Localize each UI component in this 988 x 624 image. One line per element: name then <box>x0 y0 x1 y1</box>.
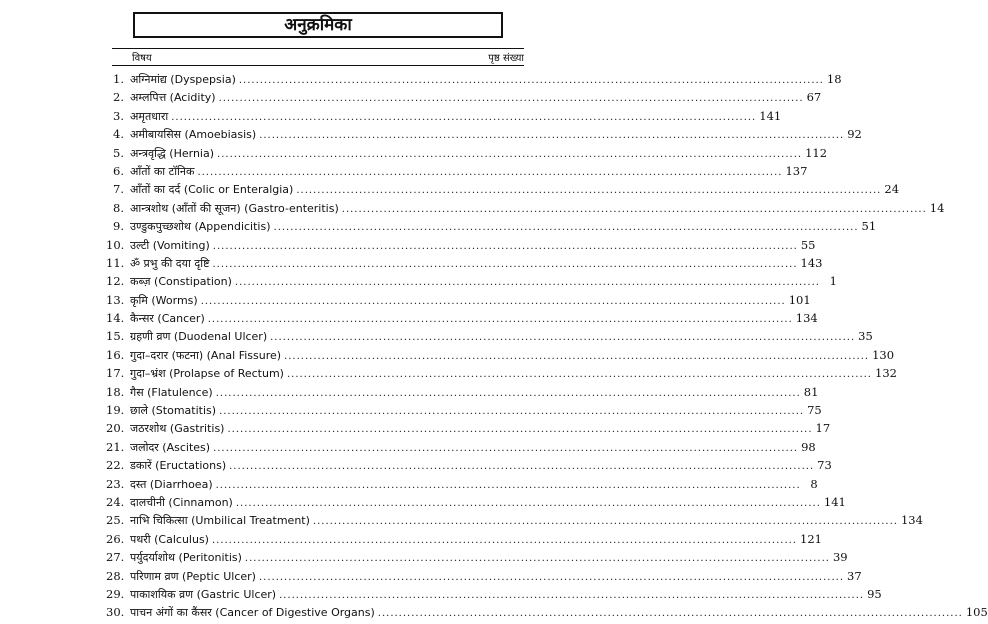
index-entry <box>106 530 822 548</box>
entry-page-number: 24 <box>884 182 900 197</box>
entry-title: ग्रहणी व्रण (Duodenal Ulcer) <box>130 330 268 344</box>
entry-title: दस्त (Diarrhoea) <box>130 477 213 491</box>
dot-leader <box>213 238 798 256</box>
dot-leader <box>239 72 824 90</box>
index-page <box>0 12 988 620</box>
entry-number: 8. <box>113 200 124 215</box>
index-entry <box>112 70 842 88</box>
entry-number: 11. <box>106 255 125 270</box>
entry-page-number: 18 <box>826 72 842 86</box>
index-entry <box>106 475 818 493</box>
entry-page-number: 101 <box>788 292 811 307</box>
entry-number: 19. <box>106 403 125 418</box>
index-entry <box>106 327 873 345</box>
entry-number: 27. <box>106 550 125 565</box>
entry-page-number: 75 <box>807 403 822 418</box>
index-entry <box>106 236 816 254</box>
entry-number: 1. <box>113 72 124 86</box>
dot-leader <box>236 495 821 513</box>
entry-number: 4. <box>113 127 124 142</box>
index-entry <box>106 456 832 474</box>
dot-leader <box>259 569 844 587</box>
dot-leader <box>212 532 797 550</box>
index-entry <box>106 438 816 456</box>
entry-number: 9. <box>113 219 124 234</box>
dot-leader <box>245 550 830 568</box>
entry-page-number: 121 <box>800 531 822 546</box>
entry-title: परिणाम व्रण (Peptic Ulcer) <box>130 569 256 583</box>
entry-number: 5. <box>113 145 124 160</box>
entry-number: 10. <box>106 237 125 252</box>
dot-leader <box>274 219 859 237</box>
entry-title: पथरी (Calculus) <box>130 532 209 546</box>
entry-number: 13. <box>106 292 125 307</box>
entry-page-number: 141 <box>759 108 782 123</box>
index-entry <box>106 291 811 309</box>
dot-leader <box>216 477 801 495</box>
entry-title: कब्ज़ (Constipation) <box>130 275 232 289</box>
entry-title: अमीबायसिस (Amoebiasis) <box>130 128 257 142</box>
dot-leader <box>287 366 872 384</box>
dot-leader <box>296 182 881 200</box>
dot-leader <box>235 274 820 292</box>
entry-title: नाभि चिकित्सा (Umbilical Treatment) <box>130 514 310 528</box>
entry-title: उण्डुकपुच्छशोथ (Appendicitis) <box>130 220 271 234</box>
entry-title: गुदा–दरार (फटना) (Anal Fissure) <box>130 348 282 362</box>
entry-number: 28. <box>106 568 125 583</box>
entry-number: 3. <box>113 108 124 123</box>
entry-title: कैन्सर (Cancer) <box>130 312 205 326</box>
entry-page-number: 73 <box>817 458 832 473</box>
index-entry <box>106 548 848 566</box>
dot-leader <box>270 329 855 347</box>
entry-page-number: 39 <box>832 550 848 565</box>
entry-number: 25. <box>106 513 125 528</box>
entry-number: 15. <box>106 329 125 344</box>
entry-title: डकारें (Eructations) <box>130 459 227 473</box>
dot-leader <box>284 348 869 366</box>
column-header <box>112 49 524 65</box>
entry-page-number: 112 <box>805 145 828 160</box>
entry-page-number: 95 <box>867 586 882 601</box>
entry-number: 12. <box>106 274 125 289</box>
entry-page-number: 137 <box>785 163 808 178</box>
dot-leader <box>201 293 786 311</box>
entry-page-number: 105 <box>965 605 988 620</box>
entry-number: 22. <box>106 458 125 473</box>
entry-number: 29. <box>106 586 125 601</box>
entry-number: 21. <box>106 439 125 454</box>
entry-title: उल्टी (Vomiting) <box>130 238 210 252</box>
dot-leader <box>197 164 782 182</box>
entry-number: 26. <box>106 531 125 546</box>
dot-leader <box>208 311 793 329</box>
dot-leader <box>171 109 756 127</box>
entry-title: पर्युदर्याशोथ (Peritonitis) <box>130 551 242 565</box>
index-entry <box>112 125 862 143</box>
entry-page-number: 14 <box>929 200 945 215</box>
dot-leader <box>216 385 801 403</box>
entry-title: गुदा–भ्रंश (Prolapse of Rectum) <box>130 367 284 381</box>
index-entry <box>106 493 846 511</box>
entry-number: 17. <box>106 366 125 381</box>
entry-number: 24. <box>106 494 125 509</box>
entry-page-number: 141 <box>823 494 846 509</box>
index-entry <box>112 88 822 106</box>
entry-page-number: 98 <box>801 439 816 454</box>
entry-title: छाले (Stomatitis) <box>130 404 217 418</box>
index-entry <box>106 346 895 364</box>
entry-number: 23. <box>106 476 125 491</box>
dot-leader <box>342 201 927 219</box>
index-entry <box>106 567 862 585</box>
entry-page-number: 143 <box>800 255 823 270</box>
header-bottom-rule <box>112 65 524 66</box>
entry-title: कृमि (Worms) <box>130 293 198 307</box>
index-entry <box>106 511 923 529</box>
entry-title: गैस (Flatulence) <box>130 385 213 399</box>
dot-leader <box>279 587 864 605</box>
index-entry <box>106 272 837 290</box>
entry-number: 7. <box>113 182 124 197</box>
entry-title: आँतों का दर्द (Colic or Enteralgia) <box>130 183 294 197</box>
entry-number: 6. <box>113 163 124 178</box>
index-entry <box>106 383 819 401</box>
entry-page-number: 51 <box>861 219 877 234</box>
entry-page-number: 17 <box>815 421 831 436</box>
entry-page-number: 81 <box>803 384 819 399</box>
entry-title: आँतों का टॉनिक <box>130 164 195 178</box>
dot-leader <box>229 458 814 476</box>
entry-page-number: 35 <box>858 329 873 344</box>
index-heading: अनुक्रमिका <box>133 12 503 38</box>
entry-number: 20. <box>106 421 125 436</box>
subject-column-label: विषय <box>132 53 152 64</box>
entry-number: 18. <box>106 384 125 399</box>
entry-number: 30. <box>106 605 125 620</box>
index-entry <box>112 107 782 125</box>
entry-page-number: 134 <box>900 513 923 528</box>
entry-page-number: 8 <box>810 476 818 491</box>
entry-page-number: 37 <box>847 568 862 583</box>
entry-title: दालचीनी (Cinnamon) <box>130 495 233 509</box>
entry-title: जलोदर (Ascites) <box>130 440 211 454</box>
entry-page-number: 134 <box>795 311 818 326</box>
dot-leader <box>213 440 798 458</box>
dot-leader <box>259 127 844 145</box>
index-entry <box>106 254 823 272</box>
entry-page-number: 132 <box>875 366 897 381</box>
index-entry <box>112 162 808 180</box>
entry-title: अन्त्रवृद्धि (Hernia) <box>130 146 215 160</box>
entry-title: आन्त्रशोथ (आँतों की सूजन) (Gastro-enteritis) <box>130 201 339 215</box>
entry-title: पाचन अंगों का कैंसर (Cancer of Digestive Organs) <box>130 606 375 620</box>
dot-leader <box>217 146 802 164</box>
entry-page-number: 1 <box>829 274 837 289</box>
entry-page-number: 67 <box>806 90 822 105</box>
index-entry <box>112 144 828 162</box>
index-entry <box>112 199 945 217</box>
entry-title: पाकाशयिक व्रण (Gastric Ulcer) <box>130 587 277 601</box>
index-entry <box>106 364 897 382</box>
page-column-label: पृष्ठ संख्या <box>488 53 524 64</box>
index-entry <box>106 603 988 621</box>
index-entry <box>106 401 822 419</box>
dot-leader <box>219 90 804 108</box>
entry-number: 14. <box>106 311 125 326</box>
index-entry <box>112 217 877 235</box>
entry-title: अग्निमांद्य (Dyspepsia) <box>130 73 236 86</box>
entry-title: अम्लपित्त (Acidity) <box>130 91 216 105</box>
dot-leader <box>378 605 963 623</box>
entry-title: अमृतधारा <box>130 109 169 123</box>
dot-leader <box>227 421 812 439</box>
entry-page-number: 92 <box>847 127 862 142</box>
index-entry <box>112 180 900 198</box>
entry-number: 16. <box>106 347 125 362</box>
entry-title: ॐ प्रभु की दया दृष्टि <box>130 256 210 270</box>
entry-page-number: 130 <box>872 347 895 362</box>
entry-page-number: 55 <box>800 237 816 252</box>
index-entry <box>106 309 818 327</box>
index-entries <box>106 70 988 622</box>
index-entry <box>106 419 831 437</box>
dot-leader <box>213 256 798 274</box>
dot-leader <box>219 403 804 421</box>
entry-number: 2. <box>113 90 124 105</box>
entry-title: जठरशोथ (Gastritis) <box>130 422 225 436</box>
index-entry <box>106 585 882 603</box>
